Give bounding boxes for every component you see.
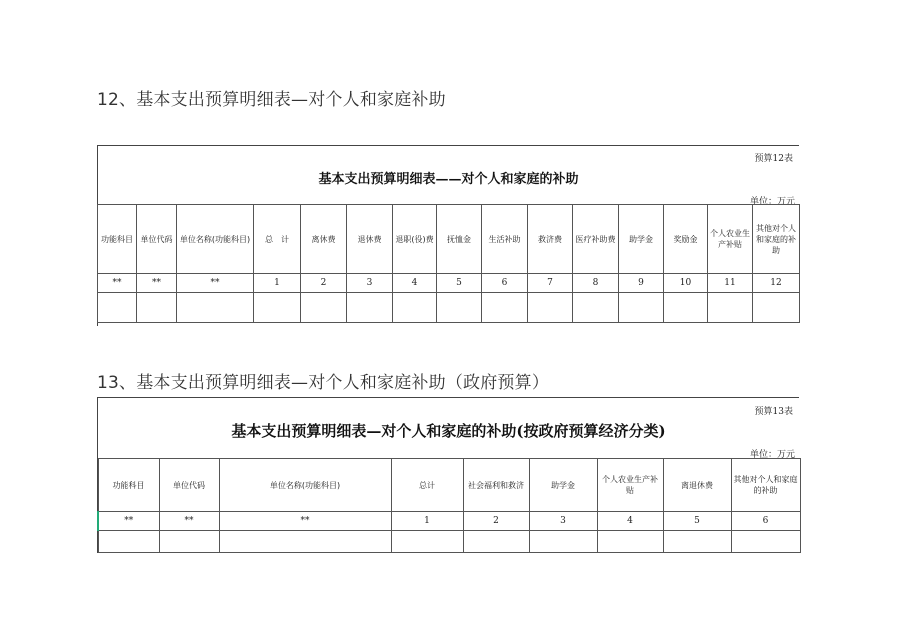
empty-row [98,293,800,323]
empty-cell [708,293,753,323]
empty-cell [529,531,597,553]
header-cell: 生活补助 [482,205,528,274]
empty-cell [463,531,529,553]
header-cell: 离休费 [301,205,347,274]
table-title: 基本支出预算明细表—对个人和家庭的补助(按政府预算经济分类) [231,422,666,440]
number-cell: 11 [708,274,753,293]
empty-row [98,531,800,553]
empty-cell [98,293,137,323]
header-cell: 助学金 [529,459,597,512]
number-cell: 8 [573,274,619,293]
empty-cell [177,293,254,323]
number-cell: ** [137,274,177,293]
empty-cell [664,293,708,323]
empty-cell [619,293,664,323]
number-cell: 4 [597,512,663,531]
number-cell: 9 [619,274,664,293]
number-cell: ** [159,512,219,531]
header-cell: 社会福利和救济 [463,459,529,512]
header-cell: 其他对个人和家庭的补助 [753,205,800,274]
empty-cell [663,531,731,553]
section-12-heading: 12、基本支出预算明细表—对个人和家庭补助 [97,90,446,110]
header-row [98,205,800,274]
header-cell: 总 计 [254,205,301,274]
header-cell: 总计 [391,459,463,512]
table-title: 基本支出预算明细表——对个人和家庭的补助 [318,172,579,187]
number-cell: 1 [391,512,463,531]
unit-label: 单位：万元 [749,197,795,207]
number-cell: 2 [463,512,529,531]
empty-cell [573,293,619,323]
number-cell: 2 [301,274,347,293]
header-row [98,459,800,512]
header-cell: 救济费 [528,205,573,274]
section-13-heading: 13、基本支出预算明细表—对个人和家庭补助（政府预算） [97,373,550,393]
number-cell: 5 [437,274,482,293]
empty-cell [159,531,219,553]
table-number: 预算13表 [754,407,793,417]
header-cell: 单位名称(功能科目) [177,205,254,274]
number-cell: 7 [528,274,573,293]
budget-table-13 [97,397,799,553]
header-cell: 医疗补助费 [573,205,619,274]
empty-cell [219,531,391,553]
number-cell: 3 [529,512,597,531]
header-cell: 退休费 [347,205,393,274]
number-cell: ** [219,512,391,531]
header-cell: 个人农业生产补贴 [708,205,753,274]
empty-cell [597,531,663,553]
header-cell: 功能科目 [98,205,137,274]
number-cell: 5 [663,512,731,531]
header-cell: 助学金 [619,205,664,274]
number-cell: 6 [731,512,800,531]
header-cell: 单位代码 [159,459,219,512]
budget-table-12 [97,145,799,326]
header-cell: 个人农业生产补贴 [597,459,663,512]
header-cell: 抚恤金 [437,205,482,274]
header-cell: 奖励金 [664,205,708,274]
number-cell: 6 [482,274,528,293]
number-cell: ** [98,512,159,531]
data-grid [97,204,800,323]
header-cell: 其他对个人和家庭的补助 [731,459,800,512]
empty-cell [301,293,347,323]
number-cell: ** [177,274,254,293]
header-cell: 退职(役)费 [393,205,437,274]
empty-cell [437,293,482,323]
empty-cell [391,531,463,553]
header-cell: 离退休费 [663,459,731,512]
column-number-row [98,512,800,531]
empty-cell [753,293,800,323]
empty-cell [393,293,437,323]
empty-cell [731,531,800,553]
empty-cell [528,293,573,323]
number-cell: 12 [753,274,800,293]
header-cell: 单位代码 [137,205,177,274]
table-number: 预算12表 [754,154,793,164]
header-cell: 功能科目 [98,459,159,512]
number-cell: 4 [393,274,437,293]
number-cell: 10 [664,274,708,293]
column-number-row [98,274,800,293]
empty-cell [137,293,177,323]
number-cell: 1 [254,274,301,293]
empty-cell [482,293,528,323]
number-cell: ** [98,274,137,293]
empty-cell [254,293,301,323]
empty-cell [347,293,393,323]
unit-label: 单位：万元 [749,450,795,460]
header-cell: 单位名称(功能科目) [219,459,391,512]
number-cell: 3 [347,274,393,293]
data-grid [97,458,801,553]
empty-cell [98,531,159,553]
